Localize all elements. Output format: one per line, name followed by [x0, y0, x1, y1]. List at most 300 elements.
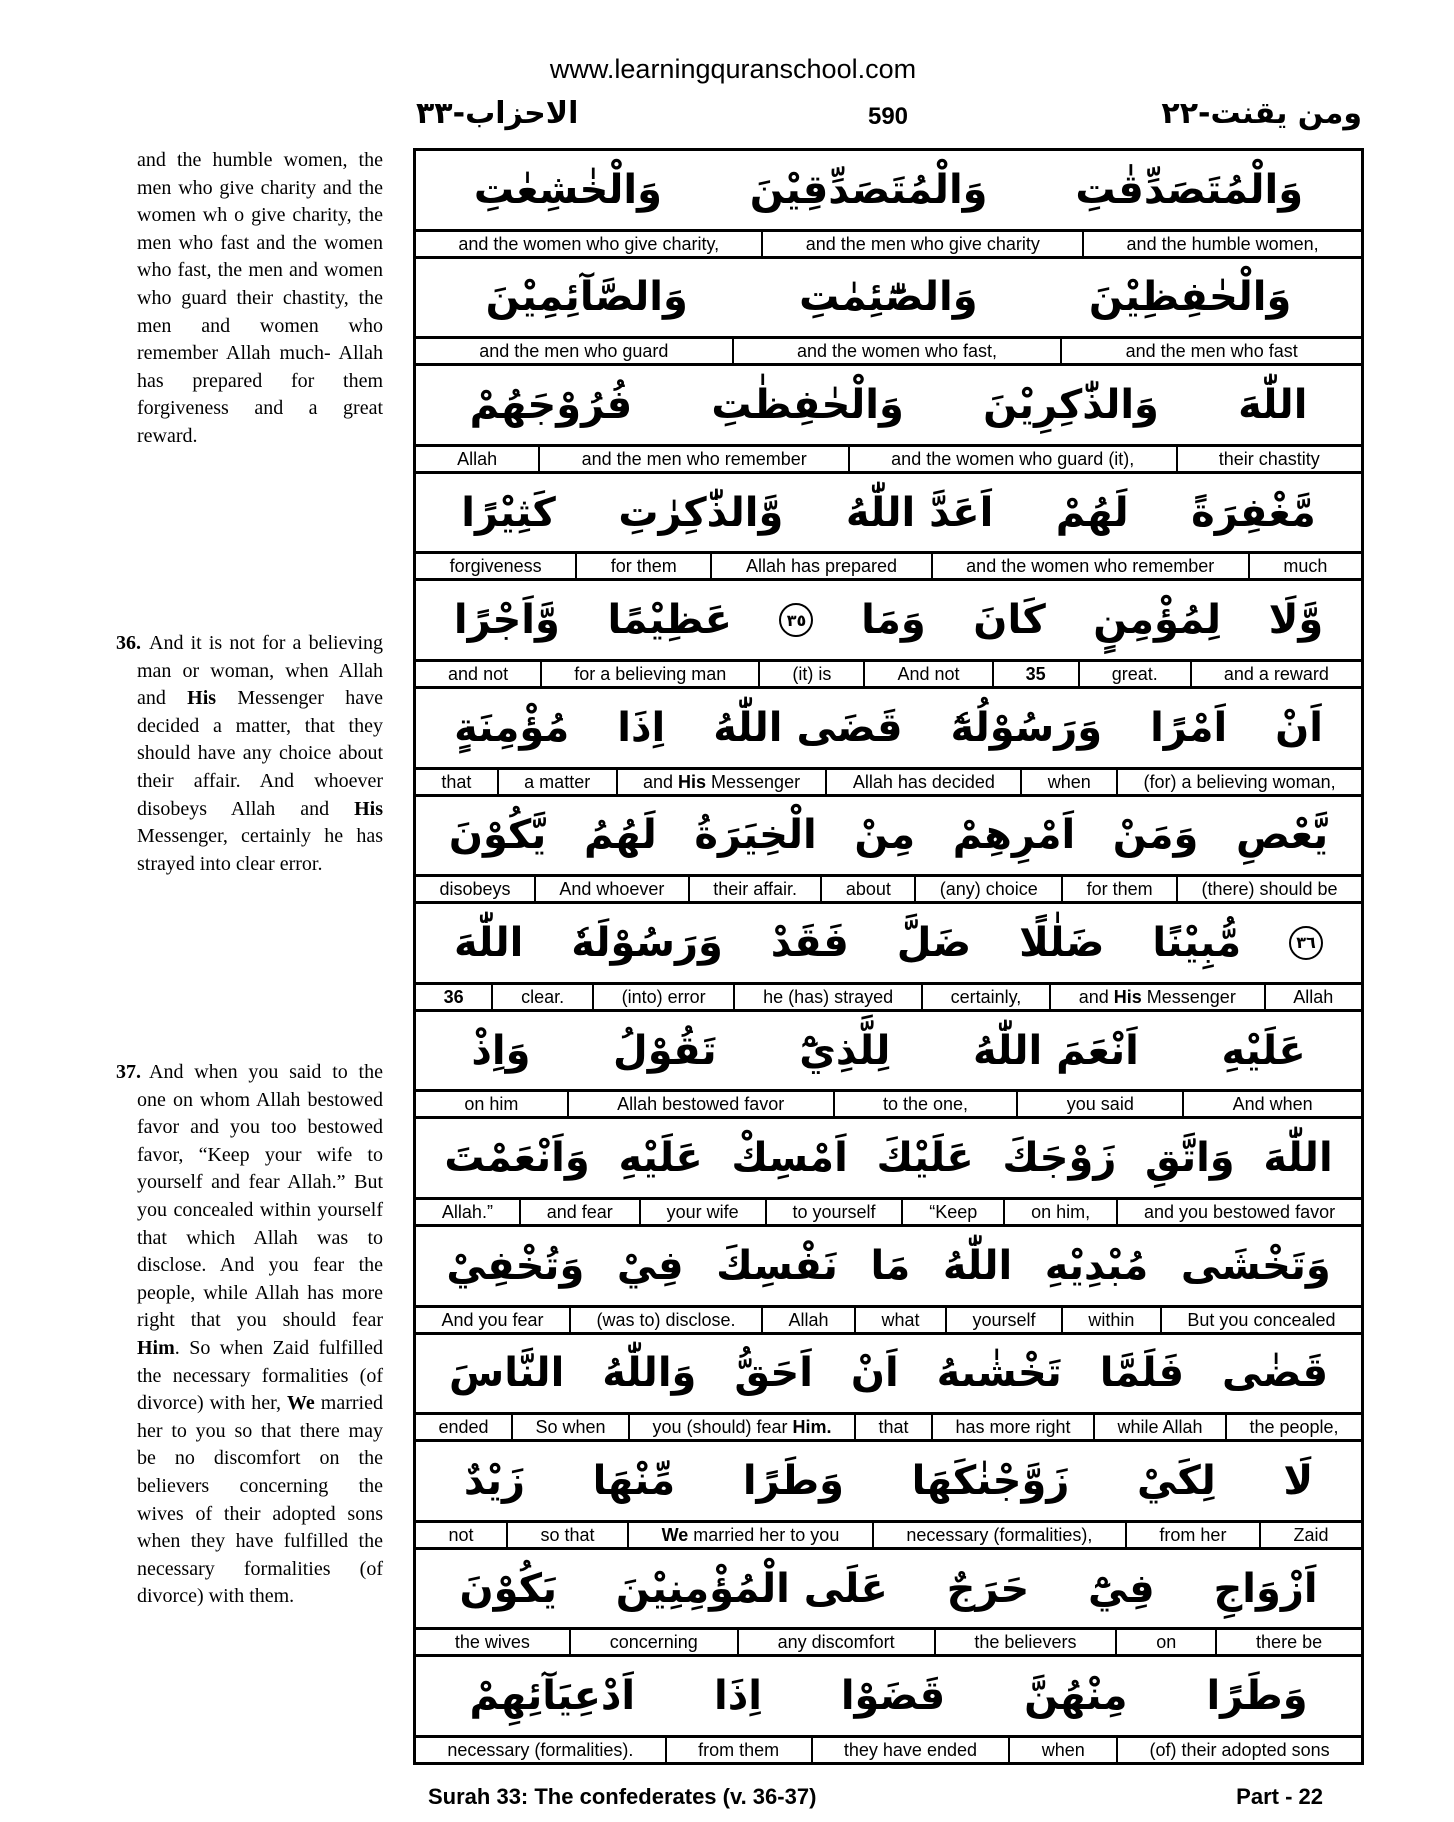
translation-cell — [416, 1092, 567, 1116]
arabic-word: وَتَخْشَى — [1180, 1242, 1331, 1289]
arabic-word: تَخْشٰىهُ — [936, 1350, 1062, 1397]
translation-text: married her to you — [688, 1524, 840, 1545]
translation-cell — [1225, 1415, 1361, 1439]
translation-text: Allah — [457, 448, 498, 469]
arabic-word: وَمَنْ — [1112, 812, 1199, 859]
verse-block — [416, 256, 1361, 364]
arabic-word: اَنْ — [850, 1350, 899, 1397]
translation-text: that — [878, 1417, 909, 1438]
translation-text: on him, — [1031, 1201, 1091, 1222]
commentary-paragraph — [116, 1059, 383, 1611]
translation-text: and the men who give charity — [805, 233, 1040, 254]
translation-cell — [416, 447, 538, 471]
translation-cell — [416, 232, 761, 256]
translation-text: “Keep — [929, 1201, 978, 1222]
translation-cell — [765, 1200, 902, 1224]
translation-cell — [1020, 770, 1116, 794]
translation-text: not — [448, 1524, 474, 1545]
verse-block — [416, 794, 1361, 902]
translation-text: (was to) disclose. — [596, 1309, 736, 1330]
arabic-word: اَحَقُّ — [734, 1350, 813, 1397]
translation-cell — [1215, 1630, 1361, 1654]
translation-text: on him — [464, 1094, 519, 1115]
translation-row — [416, 1627, 1361, 1654]
commentary-text: Messenger have decided a matter, that they should have any choice about their affair. And whoever disobeys Allah and — [137, 687, 383, 820]
arabic-word: وَاتَّقِ — [1145, 1135, 1235, 1182]
emphasis-text: His — [187, 687, 217, 710]
translation-text: Allah — [788, 1309, 829, 1330]
arabic-word: مُّبِيْنًا — [1152, 919, 1242, 966]
arabic-word: عَلَيْكَ — [876, 1135, 974, 1182]
translation-cell — [854, 1415, 931, 1439]
arabic-word: وَّلَا — [1268, 597, 1324, 644]
translation-text: within — [1088, 1309, 1135, 1330]
verse-block — [416, 901, 1361, 1009]
arabic-word: عَظِيْمًا — [607, 597, 732, 644]
translation-text: (of) their adopted sons — [1149, 1739, 1330, 1760]
translation-row — [416, 336, 1361, 363]
arabic-row — [416, 1335, 1361, 1413]
translation-text: for a believing man — [574, 663, 727, 684]
translation-text: and the women who remember — [966, 556, 1215, 577]
arabic-word: وَطَرًا — [1206, 1673, 1308, 1720]
verse-block — [416, 1439, 1361, 1547]
translation-text: and the women who guard (it), — [891, 448, 1135, 469]
commentary-text: and the humble women, the men who give charity and the women wh o give charity, the men who fast and the women who fast, the men and women who guard their chastity, the men and women who remember Allah much- Allah has prepared for them forgiveness and a great reward. — [137, 149, 383, 447]
translation-text: Allah.” — [441, 1201, 493, 1222]
translation-text: (for) a believing woman, — [1143, 771, 1336, 792]
arabic-word: وَالصّٰٓئِمٰتِ — [799, 274, 978, 321]
translation-text: and the men who guard — [479, 341, 669, 362]
arabic-row — [416, 689, 1361, 767]
arabic-word: وَالْمُتَصَدِّقٰتِ — [1075, 166, 1304, 213]
arabic-word: مِنْ — [854, 812, 916, 859]
translation-text: (it) is — [792, 663, 832, 684]
arabic-word: لَهُمْ — [1055, 489, 1129, 536]
arabic-word: فِيْٓ — [1088, 1565, 1155, 1612]
translation-cell — [569, 1630, 737, 1654]
translation-text: clear. — [521, 986, 565, 1007]
translation-cell — [1008, 1738, 1116, 1762]
translation-cell — [1093, 1415, 1225, 1439]
arabic-row — [416, 1119, 1361, 1197]
translation-text: concerning — [609, 1632, 698, 1653]
translation-text: to the one, — [882, 1094, 969, 1115]
arabic-word: وَطَرًا — [742, 1457, 844, 1504]
arabic-word: وَالْخٰشِعٰتِ — [473, 166, 662, 213]
translation-text: the wives — [454, 1632, 530, 1653]
verse-number: 36. — [116, 632, 141, 654]
arabic-word: نَفْسِكَ — [716, 1242, 838, 1289]
arabic-word: ضَلَّ — [896, 919, 972, 966]
translation-cell — [416, 662, 540, 686]
arabic-word: وَالْحٰفِظِيْنَ — [1088, 274, 1292, 321]
arabic-row — [416, 1012, 1361, 1090]
translation-text: certainly, — [950, 986, 1022, 1007]
translation-cell — [416, 339, 732, 363]
arabic-row — [416, 1550, 1361, 1628]
translation-text: a matter — [524, 771, 591, 792]
verse-block — [416, 1116, 1361, 1224]
arabic-word: يَّكُوْنَ — [448, 812, 547, 859]
translation-cell — [934, 1630, 1116, 1654]
translation-cell — [811, 1738, 1009, 1762]
translation-cell — [863, 662, 991, 686]
arabic-row — [416, 1442, 1361, 1520]
commentary-paragraph — [137, 147, 383, 451]
translation-cell — [1115, 1630, 1215, 1654]
arabic-word: اَمْرِهِمْ — [952, 812, 1076, 859]
translation-row — [416, 1089, 1361, 1116]
translation-text: the believers — [974, 1632, 1077, 1653]
translation-text: So when — [535, 1417, 606, 1438]
translation-cell — [1061, 877, 1176, 901]
arabic-word: اَنْ — [1275, 704, 1324, 751]
commentary-text: married her to you so that there may be no discomfort on the believers concerning the wives of their adopted sons when they have fulfilled the necessary formalities (of divorce) with them. — [137, 1392, 383, 1608]
commentary-text: And when you said to the one on whom Allah bestowed favor and you too bestowed favor, “Keep your wife to yourself and fear Allah.” But you concealed within yourself that which Allah was to disclose. And you fear the people, while Allah has more right that you should fear — [137, 1061, 383, 1332]
verse-block — [416, 686, 1361, 794]
translation-text: forgiveness — [449, 556, 542, 577]
arabic-row — [416, 904, 1361, 982]
translation-cell — [416, 1523, 506, 1547]
emphasis-text: His — [678, 771, 707, 792]
translation-row — [416, 659, 1361, 686]
arabic-word: وَالذّٰكِرِيْنَ — [983, 381, 1159, 428]
translation-text: Allah bestowed favor — [617, 1094, 785, 1115]
translation-cell — [575, 554, 710, 578]
arabic-word: قَضٰى — [1221, 1350, 1329, 1397]
arabic-word: النَّاسَ — [449, 1350, 565, 1397]
translation-text: what — [881, 1309, 920, 1330]
translation-row — [416, 1520, 1361, 1547]
verse-number: 37. — [116, 1061, 141, 1083]
arabic-word: فَقَدْ — [770, 919, 849, 966]
translation-text: And you fear — [441, 1309, 544, 1330]
translation-text: on — [1156, 1632, 1177, 1653]
translation-text: Messenger — [1141, 986, 1236, 1007]
arabic-word: كَثِيْرًا — [461, 489, 556, 536]
arabic-word: اِذَا — [714, 1673, 762, 1720]
translation-cell — [931, 1415, 1093, 1439]
verse-block — [416, 1654, 1361, 1762]
translation-text: and the men who remember — [581, 448, 807, 469]
translation-cell — [931, 554, 1248, 578]
translation-text: (into) error — [621, 986, 706, 1007]
translation-row — [416, 1412, 1361, 1439]
arabic-word: قَضَوْا — [840, 1673, 946, 1720]
translation-cell — [416, 1415, 511, 1439]
translation-text: disobeys — [439, 879, 511, 900]
arabic-word: تَقُوْلُ — [613, 1027, 717, 1074]
translation-cell — [1264, 985, 1361, 1009]
translation-cell — [1116, 1738, 1361, 1762]
translation-text: to yourself — [792, 1201, 876, 1222]
translation-row — [416, 874, 1361, 901]
translation-text: and the women who give charity, — [458, 233, 720, 254]
translation-text: from her — [1159, 1524, 1227, 1545]
arabic-word: وَاِذْ — [471, 1027, 531, 1074]
arabic-word: زَوَّجْنٰكَهَا — [911, 1457, 1070, 1504]
arabic-word: فُرُوْجَهُمْ — [469, 381, 633, 428]
translation-text: necessary (formalities), — [906, 1524, 1093, 1545]
translation-text: you said — [1066, 1094, 1134, 1115]
arabic-row — [416, 797, 1361, 875]
translation-row — [416, 982, 1361, 1009]
translation-cell — [1116, 770, 1361, 794]
verse-block — [416, 471, 1361, 579]
translation-text: and the men who fast — [1125, 341, 1298, 362]
translation-text: Allah has prepared — [745, 556, 898, 577]
translation-text: Messenger — [706, 771, 801, 792]
arabic-word: وَمَا — [861, 597, 926, 644]
translation-cell — [848, 447, 1176, 471]
translation-text: Zaid — [1293, 1524, 1329, 1545]
arabic-row — [416, 474, 1361, 552]
translation-cell — [627, 1523, 872, 1547]
arabic-word: لِمُؤْمِنٍ — [1093, 597, 1221, 644]
verse-block — [416, 1547, 1361, 1655]
translation-row — [416, 1735, 1361, 1762]
translation-cell — [992, 662, 1078, 686]
translation-cell — [1016, 1092, 1182, 1116]
arabic-word: اَمْرًا — [1150, 704, 1228, 751]
translation-cell — [1078, 662, 1190, 686]
translation-text: when — [1041, 1739, 1085, 1760]
arabic-word: وَاَنْعَمْتَ — [444, 1135, 590, 1182]
translation-cell — [733, 985, 921, 1009]
emphasis-text: We — [661, 1524, 689, 1545]
translation-text: But you concealed — [1187, 1309, 1336, 1330]
website-url: www.learningquranschool.com — [549, 54, 917, 84]
translation-text: ended — [438, 1417, 489, 1438]
translation-text: there be — [1256, 1632, 1323, 1653]
translation-text: much — [1283, 556, 1328, 577]
arabic-word: زَيْدٌ — [463, 1457, 526, 1504]
translation-cell — [416, 770, 497, 794]
translation-cell — [1060, 339, 1361, 363]
translation-cell — [761, 1308, 854, 1332]
arabic-row — [416, 151, 1361, 229]
translation-text: and the humble women, — [1126, 233, 1319, 254]
arabic-word: وَرَسُوْلَهٗ — [571, 919, 723, 966]
translation-cell — [1049, 985, 1264, 1009]
arabic-row — [416, 581, 1361, 659]
arabic-word: وَالْمُتَصَدِّقِيْنَ — [749, 166, 988, 213]
commentary-paragraph — [116, 630, 383, 878]
arabic-word: كَانَ — [973, 597, 1046, 644]
arabic-word: وَّاَجْرًا — [453, 597, 560, 644]
translation-text: has more right — [955, 1417, 1071, 1438]
arabic-row — [416, 259, 1361, 337]
arabic-word: مُبْدِيْهِ — [1044, 1242, 1149, 1289]
translation-text: 36 — [443, 986, 464, 1007]
commentary-text: And it is not for a believing man or woman, when Allah and — [137, 632, 383, 710]
translation-cell — [1003, 1200, 1116, 1224]
translation-text: And not — [897, 663, 960, 684]
translation-cell — [592, 985, 733, 1009]
translation-text: and — [1078, 986, 1114, 1007]
emphasis-text: His — [1113, 986, 1142, 1007]
translation-text: so that — [540, 1524, 595, 1545]
surah-heading-arabic: الاحزاب-٣٣ — [416, 96, 579, 131]
arabic-word: اَنْعَمَ اللّٰهُ — [972, 1027, 1139, 1074]
translation-text: Allah has decided — [852, 771, 995, 792]
translation-cell — [538, 447, 848, 471]
arabic-word: زَوْجَكَ — [1002, 1135, 1117, 1182]
translation-cell — [921, 985, 1049, 1009]
footer-part: Part - 22 — [1236, 1784, 1323, 1809]
translation-text: and a reward — [1223, 663, 1329, 684]
translation-text: and you bestowed favor — [1143, 1201, 1336, 1222]
arabic-word: لِلَّذِيْٓ — [799, 1027, 891, 1074]
arabic-word: وَالْحٰفِظٰتِ — [711, 381, 904, 428]
translation-cell — [833, 1092, 1017, 1116]
page-number: 590 — [867, 103, 909, 130]
arabic-word: وَاللّٰهُ — [602, 1350, 697, 1397]
arabic-word: اَدْعِيَآئِهِمْ — [469, 1673, 636, 1720]
translation-cell — [416, 554, 575, 578]
translation-cell — [416, 1630, 569, 1654]
translation-cell — [1176, 877, 1361, 901]
arabic-word: وَرَسُوْلُهٗٓ — [950, 704, 1103, 751]
translation-cell — [710, 554, 930, 578]
translation-row — [416, 551, 1361, 578]
translation-text: and not — [448, 663, 509, 684]
arabic-word: عَلَيْهِ — [1221, 1027, 1306, 1074]
translation-cell — [914, 877, 1061, 901]
translation-text: when — [1047, 771, 1091, 792]
translation-cell — [1082, 232, 1361, 256]
arabic-word: يَكُوْنَ — [459, 1565, 557, 1612]
translation-cell — [416, 1200, 519, 1224]
arabic-word: مِنْهُنَّ — [1024, 1673, 1128, 1720]
translation-cell — [758, 662, 863, 686]
translation-text: that — [441, 771, 472, 792]
translation-cell — [872, 1523, 1125, 1547]
translation-text: and — [642, 771, 679, 792]
translation-text: And whoever — [559, 879, 665, 900]
verse-block — [416, 1224, 1361, 1332]
verse-block — [416, 151, 1361, 256]
arabic-word: الْخِيَرَةُ — [694, 812, 817, 859]
translation-cell — [616, 770, 826, 794]
arabic-row — [416, 1227, 1361, 1305]
translation-cell — [1182, 1092, 1361, 1116]
arabic-word: مَّغْفِرَةً — [1191, 489, 1316, 536]
arabic-row — [416, 366, 1361, 444]
translation-text: from them — [698, 1739, 780, 1760]
arabic-row — [416, 1657, 1361, 1735]
translation-text: you (should) fear — [652, 1417, 793, 1438]
translation-row — [416, 1305, 1361, 1332]
translation-cell — [540, 662, 758, 686]
translation-text: and fear — [546, 1201, 613, 1222]
commentary-text: Messenger, certainly he has strayed into clear error. — [137, 825, 383, 875]
part-heading-arabic: ومن يقنت-٢٢ — [1161, 96, 1362, 131]
translation-text: while Allah — [1117, 1417, 1203, 1438]
arabic-word: اللّٰهَ — [1238, 381, 1308, 428]
footer-surah: Surah 33: The confederates (v. 36-37) — [428, 1784, 817, 1809]
translation-text: for them — [1086, 879, 1153, 900]
translation-cell — [945, 1308, 1061, 1332]
translation-cell — [820, 877, 914, 901]
translation-row — [416, 229, 1361, 256]
translation-text: Allah — [1293, 986, 1334, 1007]
translation-cell — [628, 1415, 854, 1439]
arabic-word: قَضَى اللّٰهُ — [713, 704, 903, 751]
arabic-word: حَرَجٌ — [946, 1565, 1030, 1612]
arabic-word: ضَلٰلًا — [1019, 919, 1105, 966]
arabic-word: اللّٰهَ — [1263, 1135, 1333, 1182]
translation-cell — [491, 985, 591, 1009]
translation-cell — [567, 1092, 833, 1116]
translation-row — [416, 1197, 1361, 1224]
translation-cell — [519, 1200, 639, 1224]
translation-cell — [1061, 1308, 1160, 1332]
translation-cell — [1125, 1523, 1259, 1547]
translation-cell — [1190, 662, 1361, 686]
translation-cell — [534, 877, 688, 901]
emphasis-text: Him. — [792, 1417, 832, 1438]
arabic-word: مُؤْمِنَةٍ — [454, 704, 570, 751]
translation-text: 35 — [1025, 663, 1046, 684]
emphasis-text: His — [354, 797, 383, 820]
arabic-word: اللّٰهُ — [942, 1242, 1013, 1289]
translation-cell — [1259, 1523, 1361, 1547]
translation-cell — [416, 1308, 569, 1332]
arabic-word: مَا — [870, 1242, 911, 1289]
translation-cell — [737, 1630, 934, 1654]
verse-block — [416, 363, 1361, 471]
translation-text: great. — [1111, 663, 1158, 684]
arabic-word: مِّنْهَا — [592, 1457, 676, 1504]
word-by-word-table — [413, 148, 1364, 1765]
translation-text: and the women who fast, — [796, 341, 998, 362]
translation-cell — [688, 877, 821, 901]
translation-cell — [497, 770, 616, 794]
translation-text: (there) should be — [1201, 879, 1338, 900]
translation-cell — [1160, 1308, 1361, 1332]
arabic-word: لَا — [1283, 1457, 1314, 1504]
translation-text: And when — [1232, 1094, 1313, 1115]
translation-text: their chastity — [1218, 448, 1320, 469]
arabic-word: فَلَمَّا — [1099, 1350, 1185, 1397]
translation-cell — [639, 1200, 765, 1224]
emphasis-text: Him — [137, 1336, 175, 1359]
arabic-word: اَمْسِكْ — [731, 1135, 848, 1182]
translation-text: any discomfort — [777, 1632, 895, 1653]
translation-cell — [416, 1738, 665, 1762]
arabic-word: عَلَى الْمُؤْمِنِيْنَ — [615, 1565, 888, 1612]
translation-cell — [1116, 1200, 1361, 1224]
arabic-word: لِكَيْ — [1137, 1457, 1216, 1504]
verse-block — [416, 1009, 1361, 1117]
translation-cell — [1176, 447, 1361, 471]
translation-text: necessary (formalities). — [447, 1739, 634, 1760]
translation-text: about — [845, 879, 891, 900]
translation-cell — [416, 877, 534, 901]
translation-text: the people, — [1249, 1417, 1339, 1438]
translation-row — [416, 767, 1361, 794]
translation-text: your wife — [666, 1201, 739, 1222]
arabic-word: فِيْ — [616, 1242, 684, 1289]
translation-cell — [854, 1308, 945, 1332]
translation-text: (any) choice — [939, 879, 1038, 900]
arabic-word: وَالصَّآئِمِيْنَ — [485, 274, 688, 321]
arabic-word: لَهُمُ — [583, 812, 657, 859]
verse-end-marker: ٣٦ — [1289, 926, 1323, 960]
translation-cell — [665, 1738, 811, 1762]
